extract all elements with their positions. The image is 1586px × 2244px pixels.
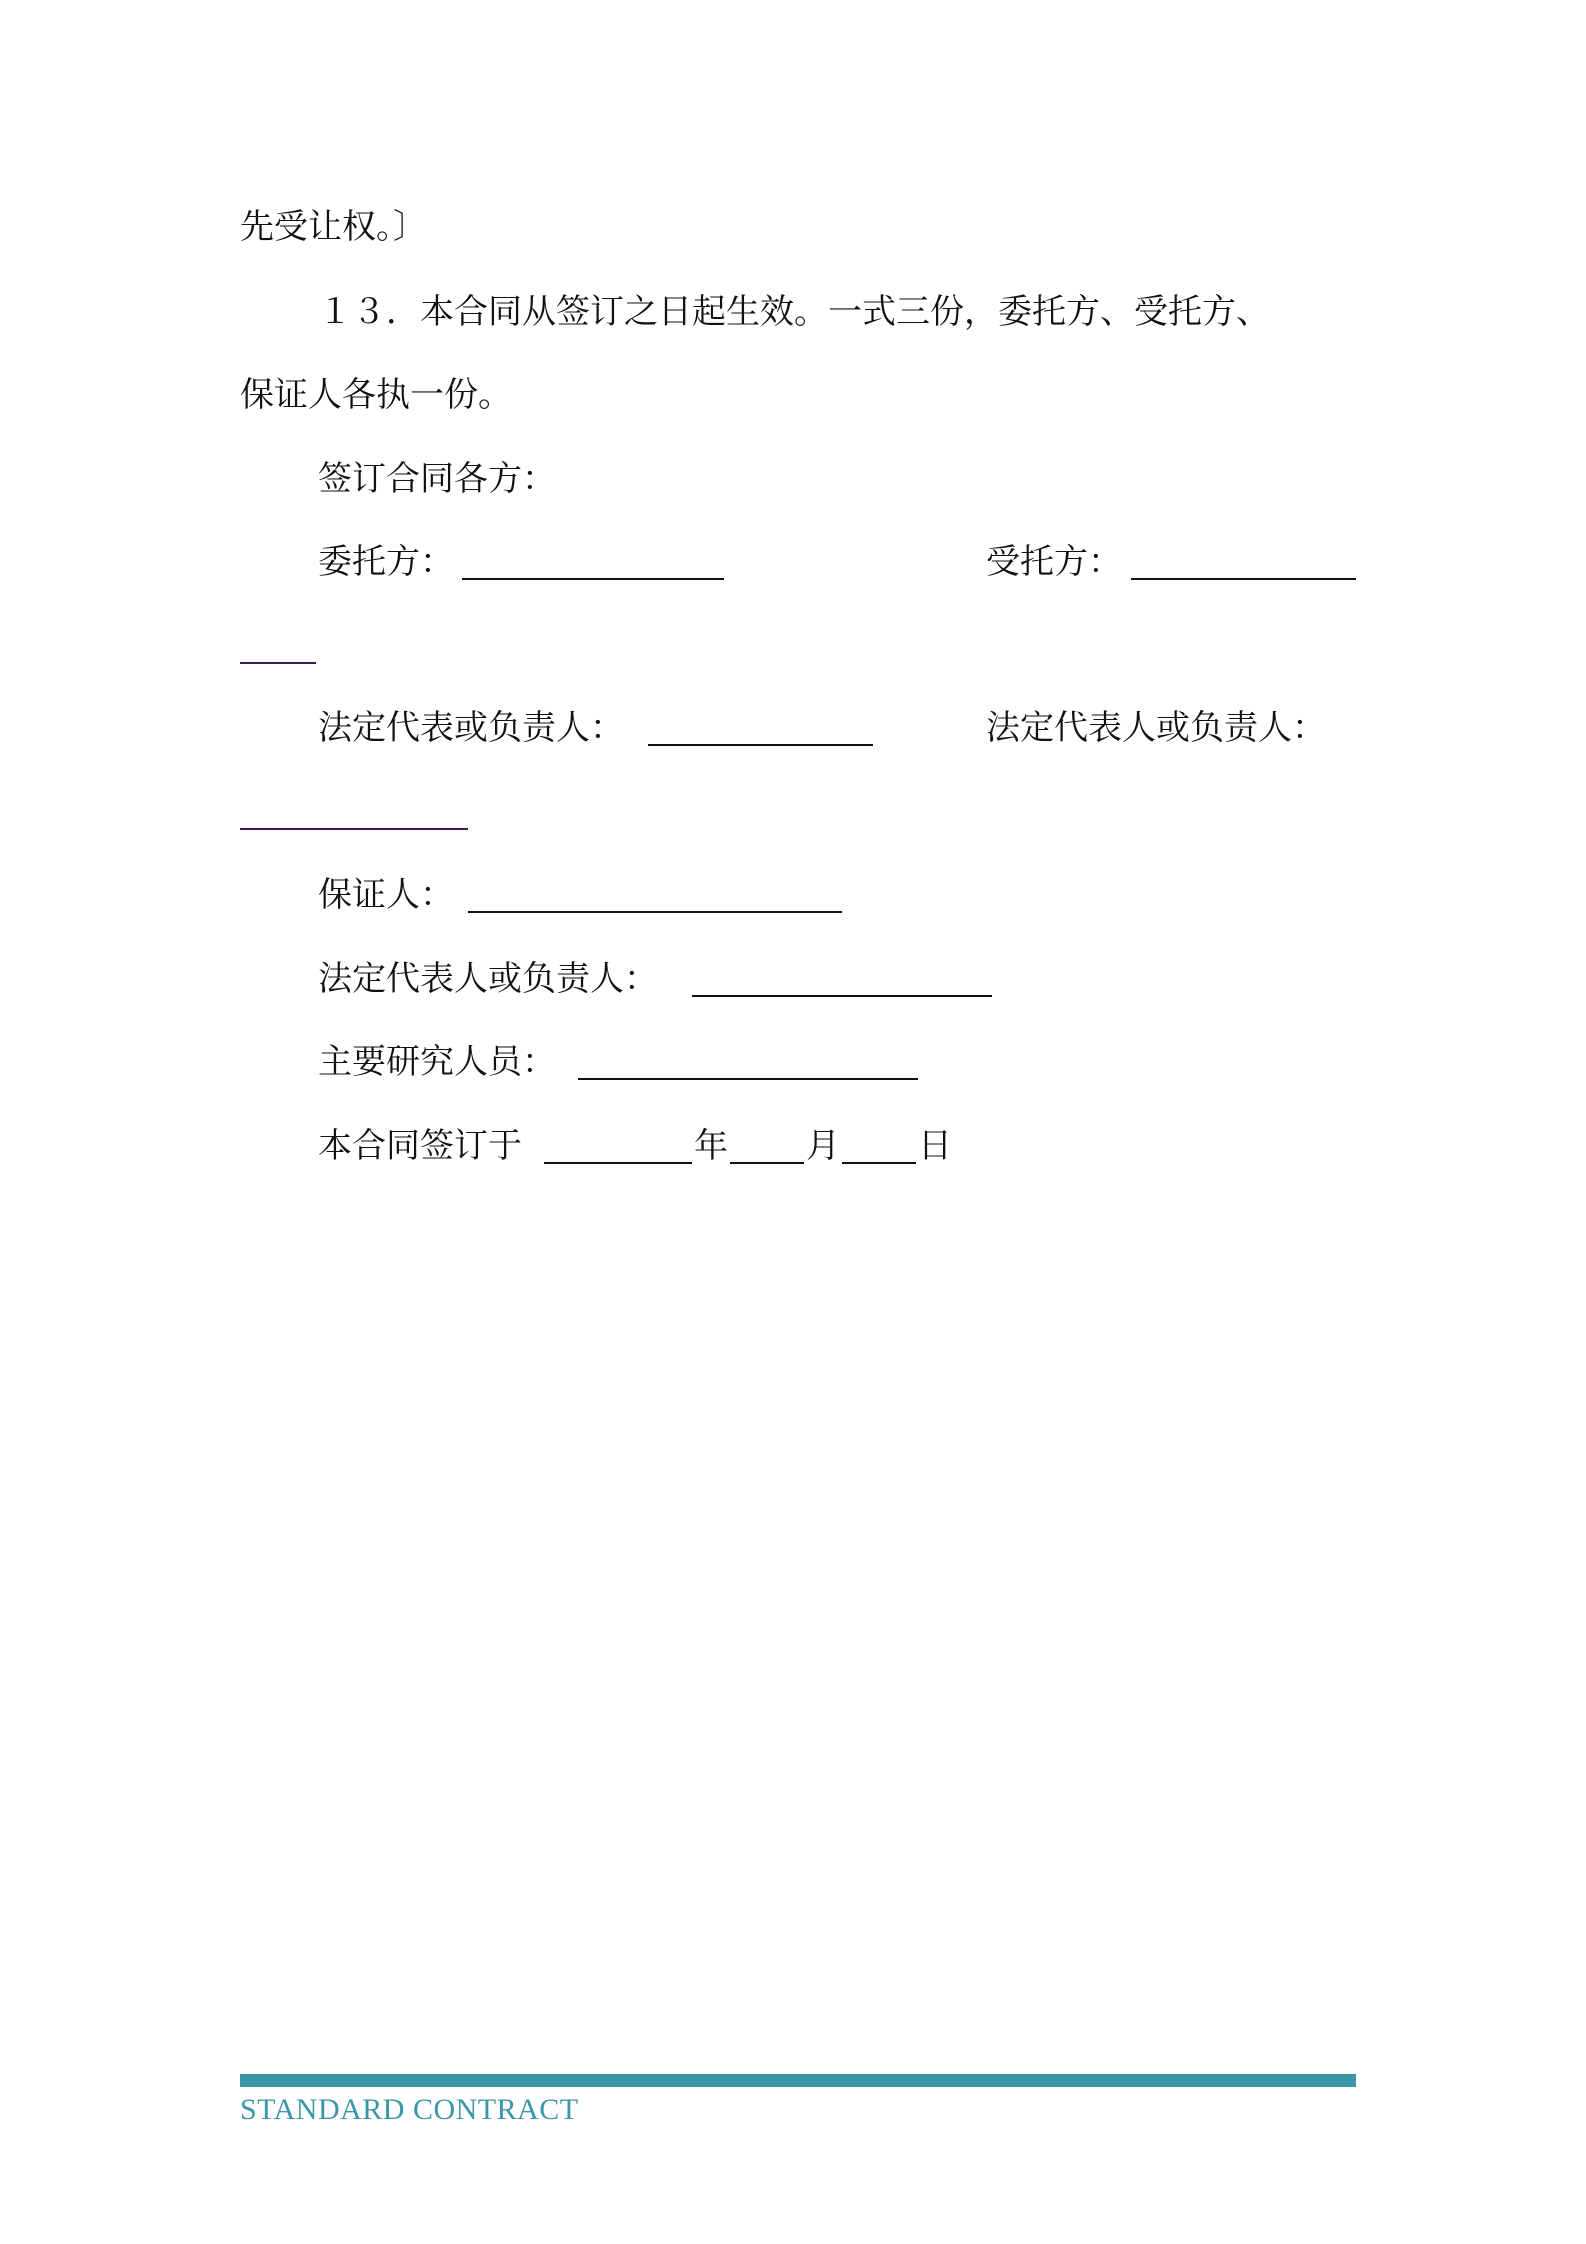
guarantor-rep-label: 法定代表人或负责人： [318, 959, 658, 999]
clause-13-line-1: １３．本合同从签订之日起生效。一式三份，委托方、受托方、 [318, 292, 1270, 332]
month-label: 月 [806, 1126, 840, 1166]
trustee-rep-signature-blank[interactable] [240, 828, 468, 830]
trustee-signature-blank-continued[interactable] [240, 662, 316, 664]
month-blank[interactable] [730, 1162, 804, 1164]
continuation-line: 先受让权。〕 [240, 207, 427, 247]
client-rep-signature-blank[interactable] [648, 744, 873, 746]
client-label: 委托方： [318, 542, 454, 582]
researcher-signature-blank[interactable] [578, 1078, 918, 1080]
researcher-label: 主要研究人员： [318, 1042, 556, 1082]
signed-on-prefix: 本合同签订于 [318, 1126, 522, 1166]
guarantor-signature-blank[interactable] [468, 911, 842, 913]
day-blank[interactable] [842, 1162, 916, 1164]
parties-heading: 签订合同各方： [318, 459, 556, 499]
clause-13-line-2: 保证人各执一份。 [240, 375, 512, 415]
year-blank[interactable] [544, 1162, 692, 1164]
trustee-rep-label: 法定代表人或负责人： [986, 708, 1326, 748]
client-rep-label: 法定代表或负责人： [318, 708, 624, 748]
guarantor-rep-signature-blank[interactable] [692, 995, 992, 997]
trustee-label: 受托方： [986, 542, 1122, 582]
year-label: 年 [694, 1126, 728, 1166]
footer-bar [240, 2074, 1356, 2087]
client-signature-blank[interactable] [462, 578, 724, 580]
trustee-signature-blank[interactable] [1131, 578, 1356, 580]
footer-text: STANDARD CONTRACT [240, 2093, 579, 2126]
day-label: 日 [918, 1126, 952, 1166]
guarantor-label: 保证人： [318, 875, 454, 915]
